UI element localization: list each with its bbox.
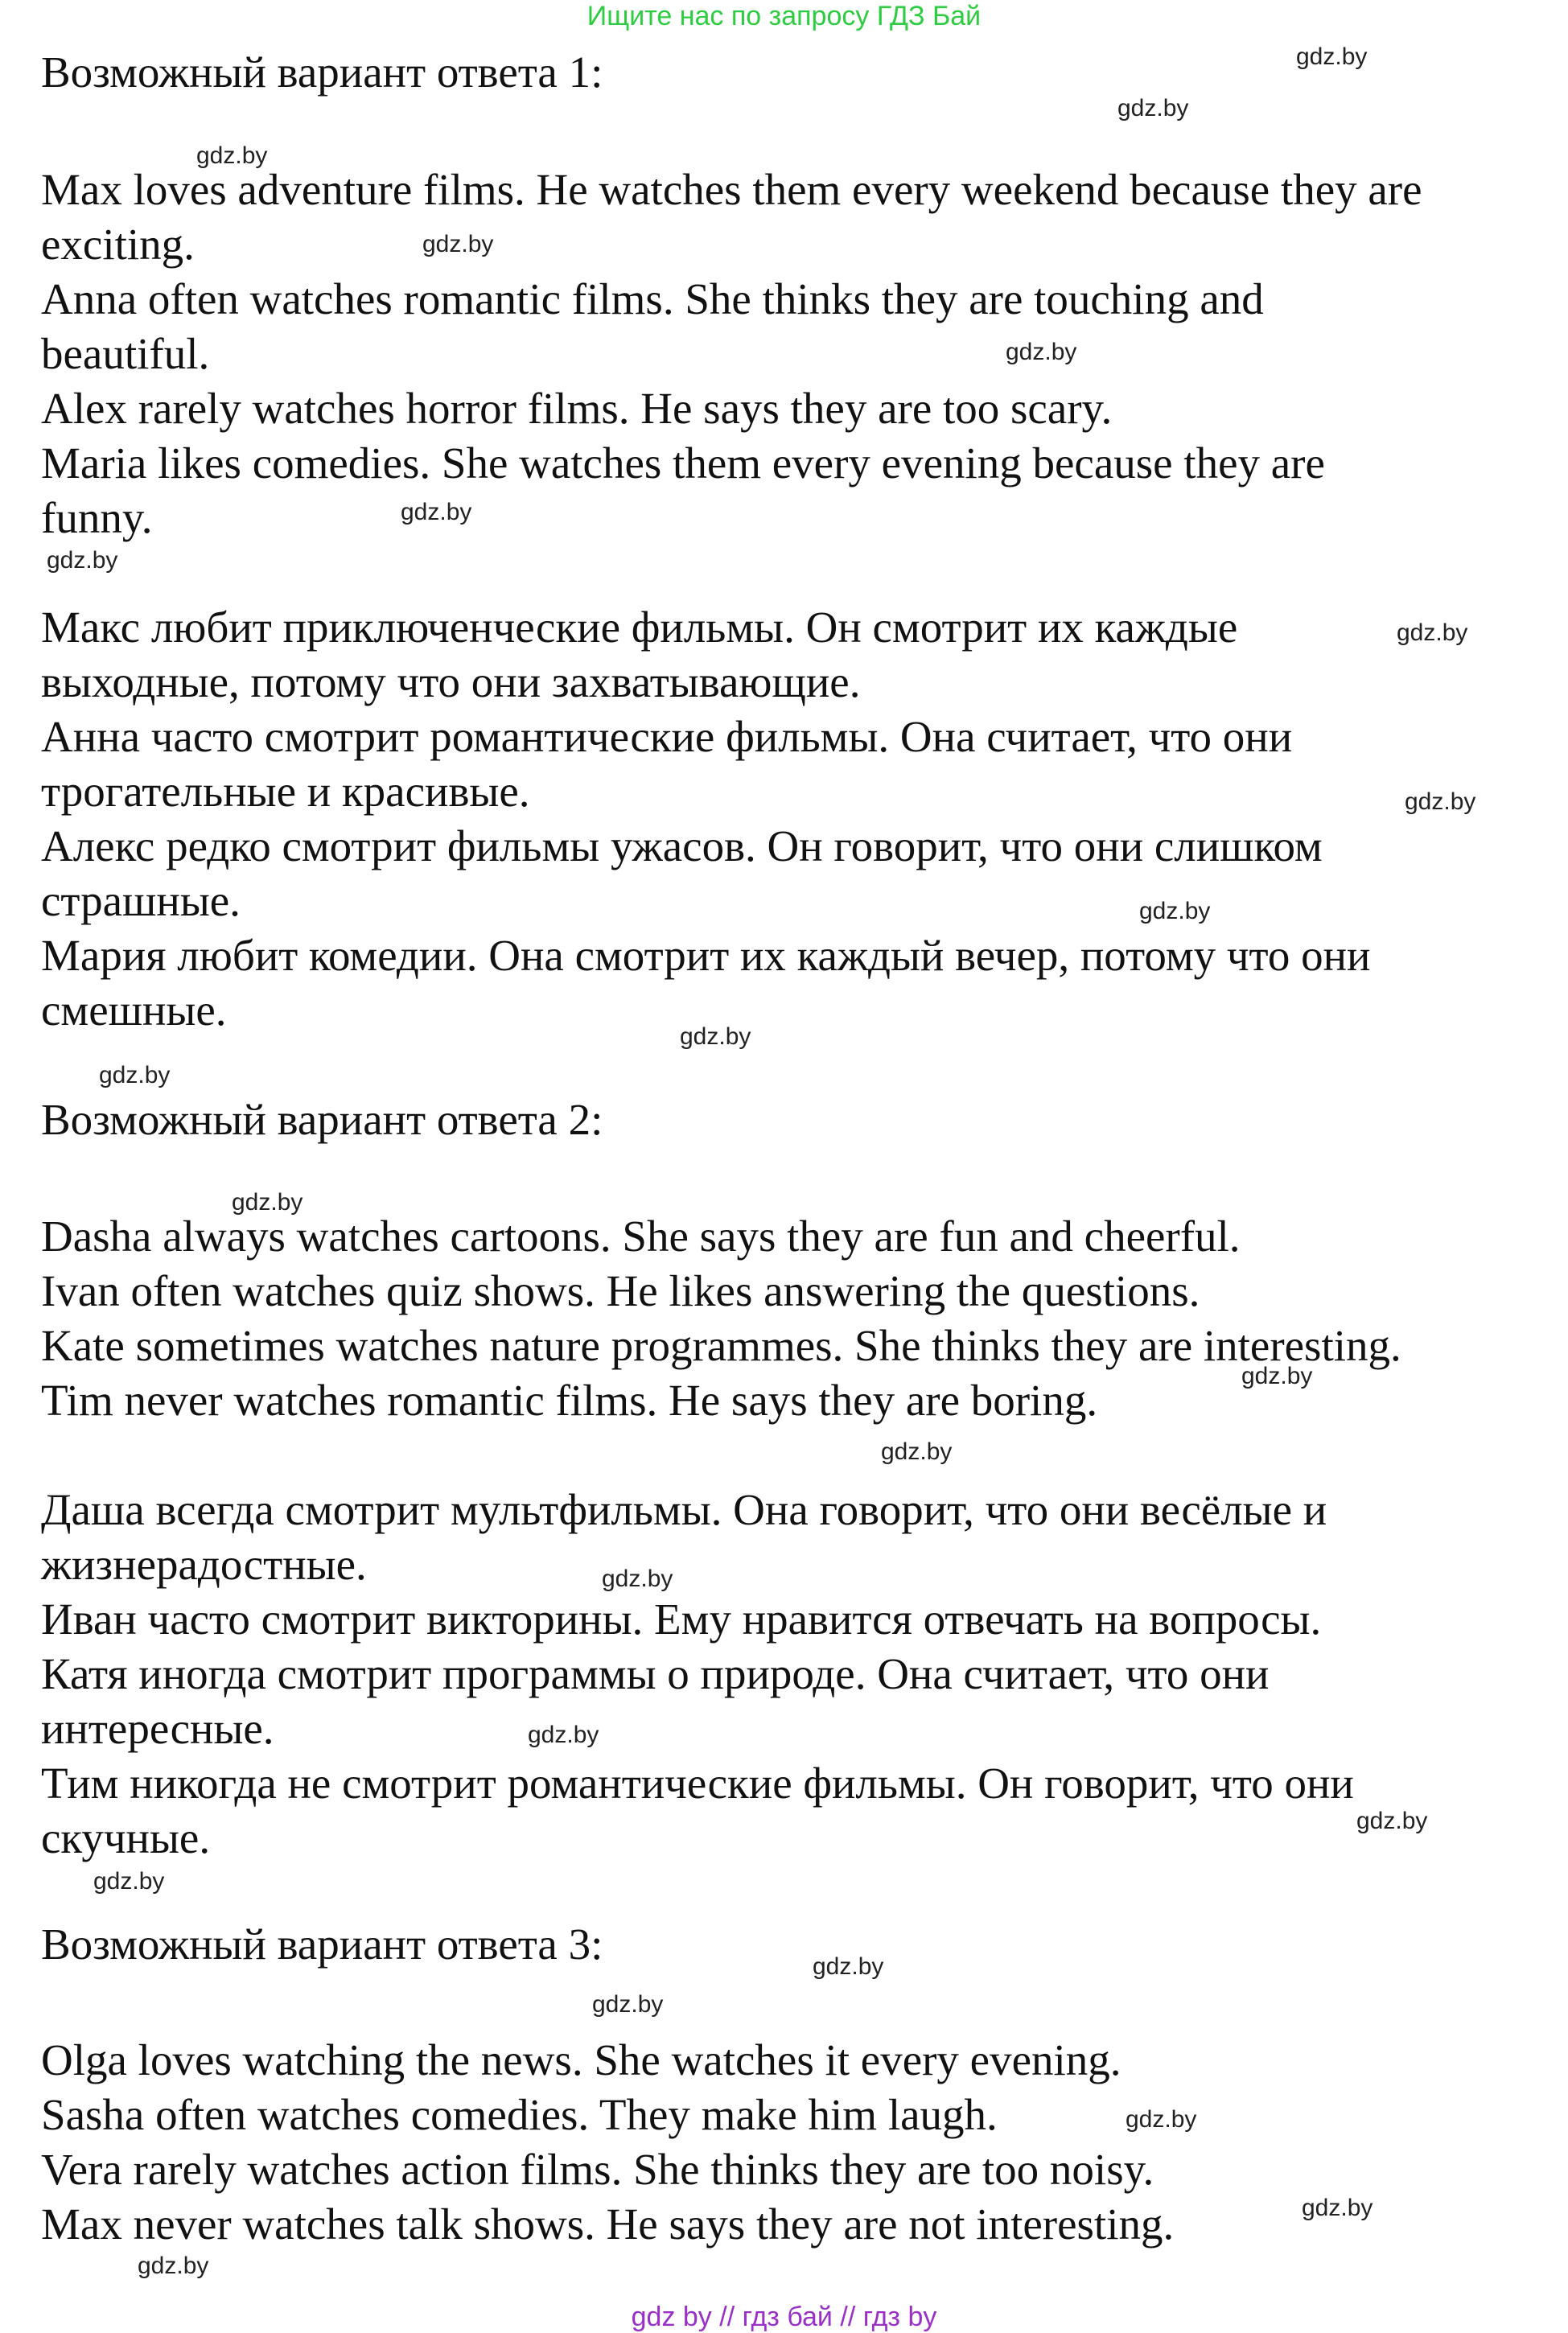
- text-line: трогательные и красивые.: [41, 767, 530, 816]
- watermark: gdz.by: [138, 2253, 209, 2279]
- watermark: gdz.by: [1241, 1363, 1313, 1389]
- watermark: gdz.by: [592, 1991, 664, 2018]
- watermark: gdz.by: [1006, 339, 1077, 365]
- text-line: Olga loves watching the news. She watches it every evening.: [41, 2035, 1121, 2084]
- watermark: gdz.by: [1126, 2106, 1197, 2133]
- text-line: жизнерадостные.: [41, 1540, 367, 1589]
- watermark: gdz.by: [1139, 898, 1211, 924]
- footer-links[interactable]: gdz by // гдз бай // гдз by: [631, 2302, 937, 2332]
- text-line: Max never watches talk shows. He says they are not interesting.: [41, 2199, 1175, 2249]
- watermark: gdz.by: [232, 1189, 303, 1216]
- top-banner[interactable]: Ищите нас по запросу ГДЗ Бай: [586, 1, 982, 31]
- watermark: gdz.by: [196, 142, 268, 169]
- watermark: gdz.by: [93, 1868, 165, 1895]
- text-line: Макс любит приключенческие фильмы. Он смотрит их каждые: [41, 603, 1238, 652]
- watermark: gdz.by: [99, 1062, 171, 1088]
- watermark: gdz.by: [881, 1438, 953, 1465]
- text-line: Ivan often watches quiz shows. He likes answering the questions.: [41, 1266, 1200, 1315]
- watermark: gdz.by: [1296, 43, 1368, 70]
- text-line: страшные.: [41, 876, 241, 925]
- watermark: gdz.by: [1356, 1808, 1428, 1834]
- text-line: смешные.: [41, 985, 227, 1035]
- text-line: интересные.: [41, 1704, 274, 1753]
- watermark: gdz.by: [401, 499, 472, 525]
- text-line: Max loves adventure films. He watches them every weekend because they are: [41, 165, 1422, 214]
- text-line: Maria likes comedies. She watches them every evening because they are: [41, 438, 1325, 488]
- watermark: gdz.by: [1117, 95, 1189, 121]
- text-line: Tim never watches romantic films. He says they are boring.: [41, 1376, 1098, 1425]
- text-line: Даша всегда смотрит мультфильмы. Она говорит, что они весёлые и: [41, 1485, 1327, 1534]
- text-line: beautiful.: [41, 329, 210, 378]
- watermark: gdz.by: [813, 1953, 884, 1980]
- text-line: Anna often watches romantic films. She thinks they are touching and: [41, 274, 1264, 323]
- text-line: Катя иногда смотрит программы о природе. Она считает, что они: [41, 1649, 1270, 1698]
- text-line: Анна часто смотрит романтические фильмы. Она считает, что они: [41, 712, 1293, 761]
- text-line: Алекс редко смотрит фильмы ужасов. Он говорит, что они слишком: [41, 821, 1323, 870]
- text-line: выходные, потому что они захватывающие.: [41, 657, 861, 706]
- text-line: Мария любит комедии. Она смотрит их каждый вечер, потому что они: [41, 931, 1371, 980]
- watermark: gdz.by: [680, 1023, 751, 1050]
- text-line: Sasha often watches comedies. They make him laugh.: [41, 2090, 998, 2139]
- text-line: Иван часто смотрит викторины. Ему нравится отвечать на вопросы.: [41, 1594, 1322, 1644]
- text-line: Alex rarely watches horror films. He says they are too scary.: [41, 384, 1113, 433]
- text-line: funny.: [41, 493, 153, 542]
- text-line: Kate sometimes watches nature programmes. She thinks they are interesting.: [41, 1321, 1401, 1370]
- watermark: gdz.by: [422, 231, 494, 257]
- watermark: gdz.by: [47, 547, 118, 574]
- watermark: gdz.by: [1405, 788, 1476, 815]
- variant-2-heading: Возможный вариант ответа 2:: [41, 1095, 603, 1144]
- watermark: gdz.by: [602, 1566, 673, 1592]
- watermark: gdz.by: [1397, 619, 1468, 646]
- watermark: gdz.by: [528, 1722, 599, 1748]
- variant-3-heading: Возможный вариант ответа 3:: [41, 1919, 603, 1969]
- text-line: Vera rarely watches action films. She thinks they are too noisy.: [41, 2145, 1154, 2194]
- variant-1-heading: Возможный вариант ответа 1:: [41, 47, 603, 97]
- text-line: скучные.: [41, 1813, 211, 1862]
- text-line: Dasha always watches cartoons. She says they are fun and cheerful.: [41, 1212, 1241, 1261]
- text-line: exciting.: [41, 220, 195, 269]
- watermark: gdz.by: [1302, 2195, 1373, 2221]
- text-line: Тим никогда не смотрит романтические фильмы. Он говорит, что они: [41, 1759, 1354, 1808]
